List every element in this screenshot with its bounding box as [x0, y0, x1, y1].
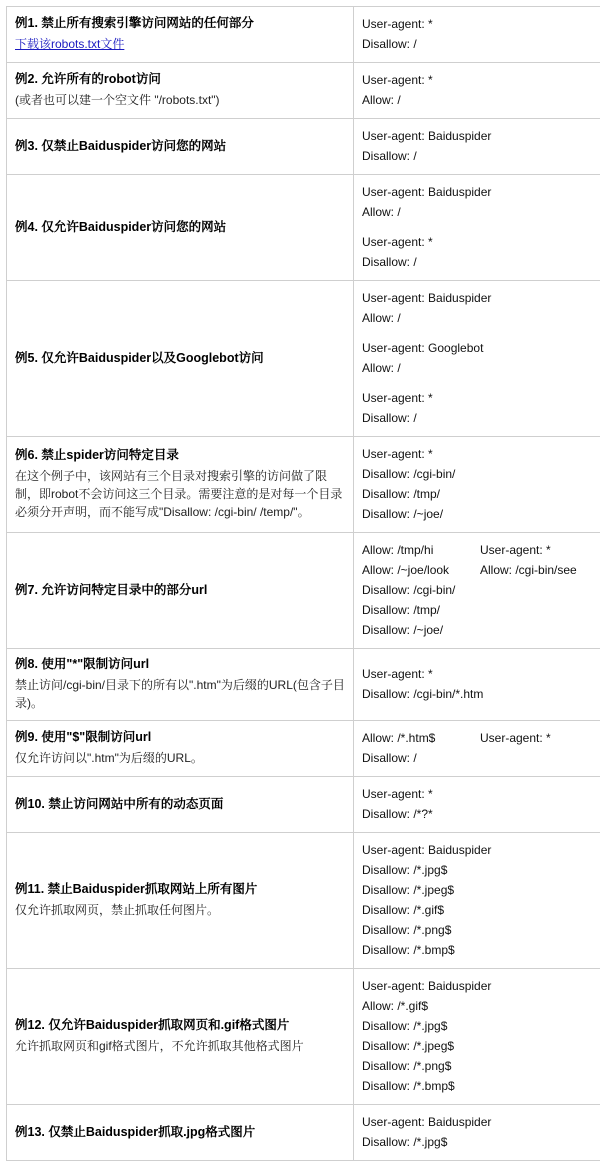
table-row: [7, 7, 600, 63]
table-row: [7, 175, 600, 281]
code-line: Disallow: /: [362, 408, 600, 428]
example-description-cell: [7, 175, 354, 281]
example-code-cell: [354, 721, 600, 777]
code-line: User-agent: *: [362, 784, 600, 804]
code-line: Disallow: /cgi-bin/: [362, 580, 480, 600]
example-code-cell: [354, 777, 600, 833]
code-line: User-agent: Googlebot: [362, 338, 600, 358]
example-code-cell: [354, 437, 600, 533]
example-title: 例9. 使用"$"限制访问url: [15, 729, 345, 746]
example-description-cell: [7, 1105, 354, 1161]
code-line: User-agent: *: [362, 388, 600, 408]
example-title: 例8. 使用"*"限制访问url: [15, 656, 345, 673]
code-line: Disallow: /cgi-bin/: [362, 464, 600, 484]
example-description-cell: [7, 777, 354, 833]
example-description-cell: [7, 833, 354, 969]
code-line: Disallow: /~joe/: [362, 504, 600, 524]
example-title: 例10. 禁止访问网站中所有的动态页面: [15, 796, 345, 813]
example-title: 例11. 禁止Baiduspider抓取网站上所有图片: [15, 881, 345, 898]
code-line: Disallow: /*.png$: [362, 1056, 600, 1076]
code-column-right: [480, 728, 600, 768]
example-title: 例1. 禁止所有搜索引擎访问网站的任何部分: [15, 15, 345, 32]
example-title: 例3. 仅禁止Baiduspider访问您的网站: [15, 138, 345, 155]
example-description-cell: [7, 533, 354, 649]
code-line: User-agent: Baiduspider: [362, 182, 600, 202]
table-row: [7, 63, 600, 119]
code-line: Disallow: /*.jpg$: [362, 860, 600, 880]
example-code-cell: [354, 119, 600, 175]
code-line: [362, 222, 600, 232]
code-column-right: [480, 540, 600, 640]
code-line: Disallow: /: [362, 146, 600, 166]
table-row: [7, 721, 600, 777]
example-note: 允许抓取网页和gif格式图片，不允许抓取其他格式图片: [15, 1037, 345, 1055]
example-description-cell: [7, 119, 354, 175]
code-line: Allow: /cgi-bin/see: [480, 560, 600, 580]
table-row: [7, 969, 600, 1105]
table-body: [7, 7, 600, 1161]
download-robots-txt-link[interactable]: 下载该robots.txt文件: [15, 35, 124, 52]
example-description-cell: [7, 437, 354, 533]
code-line: Allow: /: [362, 202, 600, 222]
example-title: 例4. 仅允许Baiduspider访问您的网站: [15, 219, 345, 236]
table-row: [7, 649, 600, 721]
code-line: User-agent: Baiduspider: [362, 840, 600, 860]
code-line: Disallow: /~joe/: [362, 620, 480, 640]
code-line: Allow: /~joe/look: [362, 560, 480, 580]
code-line: User-agent: *: [362, 232, 600, 252]
example-note: 禁止访问/cgi-bin/目录下的所有以".htm"为后缀的URL(包含子目录)。: [15, 676, 345, 712]
table-row: [7, 833, 600, 969]
code-line: Disallow: /*?*: [362, 804, 600, 824]
code-line: Disallow: /*.jpg$: [362, 1016, 600, 1036]
table-row: [7, 777, 600, 833]
example-title: 例13. 仅禁止Baiduspider抓取.jpg格式图片: [15, 1124, 345, 1141]
example-description-cell: [7, 281, 354, 437]
table-row: [7, 1105, 600, 1161]
code-line: Disallow: /: [362, 34, 600, 54]
code-line: Disallow: /: [362, 748, 480, 768]
code-line: Allow: /: [362, 308, 600, 328]
code-column-left: [362, 540, 480, 640]
code-line: Disallow: /tmp/: [362, 600, 480, 620]
example-title: 例12. 仅允许Baiduspider抓取网页和.gif格式图片: [15, 1017, 345, 1034]
example-note: 仅允许抓取网页，禁止抓取任何图片。: [15, 901, 345, 919]
code-line: Disallow: /*.jpeg$: [362, 880, 600, 900]
example-description-cell: [7, 969, 354, 1105]
code-line: Allow: /: [362, 358, 600, 378]
robots-examples-table: [6, 6, 600, 1161]
example-code-cell: [354, 1105, 600, 1161]
code-line: Disallow: /cgi-bin/*.htm: [362, 684, 600, 704]
example-description-cell: [7, 7, 354, 63]
table-row: [7, 281, 600, 437]
code-line: User-agent: Baiduspider: [362, 126, 600, 146]
table-row: [7, 533, 600, 649]
code-line: User-agent: Baiduspider: [362, 288, 600, 308]
code-line: Allow: /*.htm$: [362, 728, 480, 748]
code-line: Disallow: /*.png$: [362, 920, 600, 940]
example-note: 在这个例子中，该网站有三个目录对搜索引擎的访问做了限制，即robot不会访问这三个目录。需要注意的是对每一个目录必须分开声明，而不能写成"Disallow: /cgi-bin/ /temp/"。: [15, 467, 345, 521]
code-line: User-agent: *: [362, 444, 600, 464]
example-description-cell: [7, 649, 354, 721]
code-line: User-agent: *: [362, 70, 600, 90]
code-line: [362, 378, 600, 388]
example-title: 例2. 允许所有的robot访问: [15, 71, 345, 88]
example-title: 例6. 禁止spider访问特定目录: [15, 447, 345, 464]
code-line: User-agent: *: [480, 540, 600, 560]
code-column-left: [362, 728, 480, 768]
example-title: 例5. 仅允许Baiduspider以及Googlebot访问: [15, 350, 345, 367]
code-line: Disallow: /*.jpg$: [362, 1132, 600, 1152]
code-line: Disallow: /*.bmp$: [362, 1076, 600, 1096]
code-line: User-agent: *: [480, 728, 600, 748]
code-line: [362, 328, 600, 338]
example-code-cell: [354, 649, 600, 721]
code-line: Allow: /*.gif$: [362, 996, 600, 1016]
code-line: User-agent: Baiduspider: [362, 976, 600, 996]
table-row: [7, 119, 600, 175]
example-code-cell: [354, 63, 600, 119]
code-line: User-agent: *: [362, 14, 600, 34]
code-line: Disallow: /*.gif$: [362, 900, 600, 920]
code-line: Allow: /: [362, 90, 600, 110]
example-code-cell: [354, 969, 600, 1105]
table-row: [7, 437, 600, 533]
code-line: Disallow: /tmp/: [362, 484, 600, 504]
example-code-cell: [354, 281, 600, 437]
code-line: Allow: /tmp/hi: [362, 540, 480, 560]
code-line: User-agent: *: [362, 664, 600, 684]
code-line: Disallow: /*.jpeg$: [362, 1036, 600, 1056]
code-line: User-agent: Baiduspider: [362, 1112, 600, 1132]
example-code-cell: [354, 833, 600, 969]
example-title: 例7. 允许访问特定目录中的部分url: [15, 582, 345, 599]
example-code-cell: [354, 7, 600, 63]
code-line: Disallow: /*.bmp$: [362, 940, 600, 960]
code-line: Disallow: /: [362, 252, 600, 272]
example-code-cell: [354, 533, 600, 649]
example-description-cell: [7, 721, 354, 777]
example-note: (或者也可以建一个空文件 "/robots.txt"): [15, 91, 345, 109]
example-note: 仅允许访问以".htm"为后缀的URL。: [15, 749, 345, 767]
example-description-cell: [7, 63, 354, 119]
example-code-cell: [354, 175, 600, 281]
